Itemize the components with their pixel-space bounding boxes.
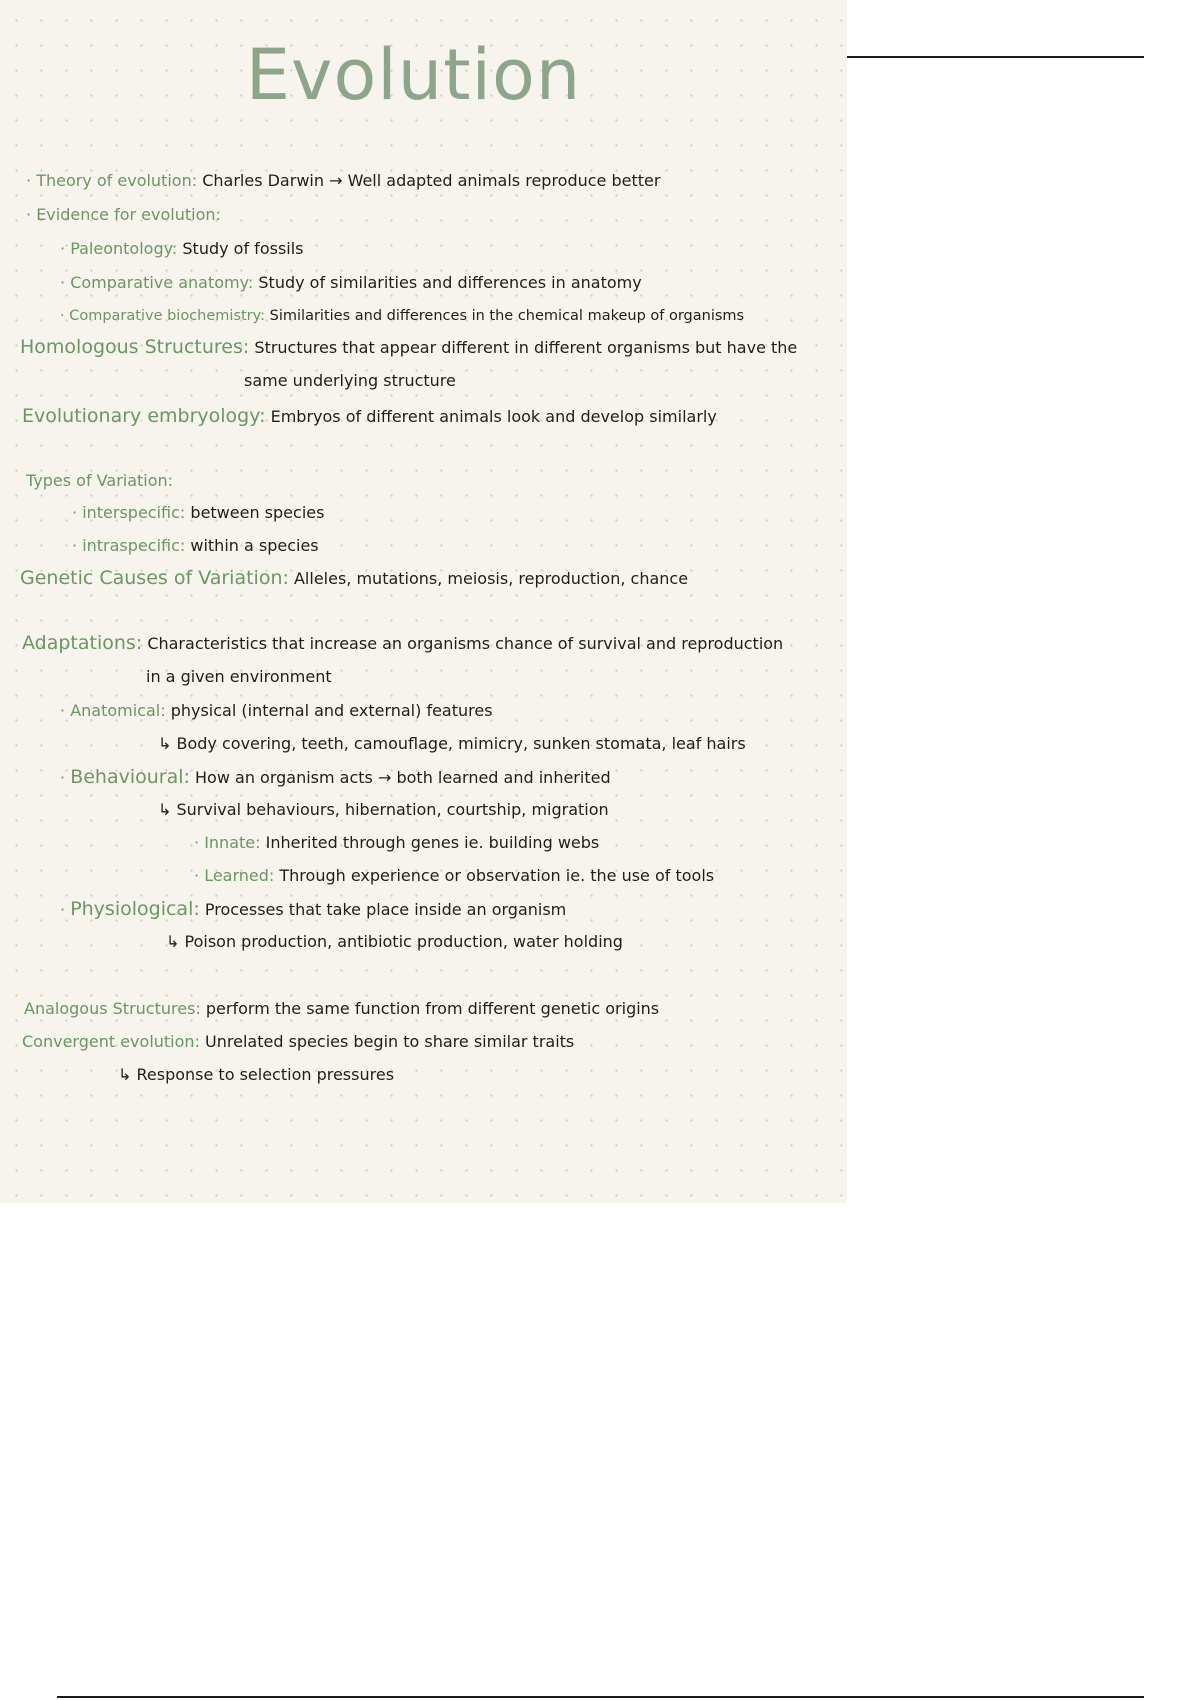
term-adaptations: Adaptations: bbox=[22, 632, 143, 654]
term-convergent-evolution: Convergent evolution: bbox=[22, 1032, 200, 1051]
term-behavioural: Behavioural: bbox=[70, 766, 190, 788]
line-evolutionary-embryology: Evolutionary embryology: Embryos of different animals look and develop similarly bbox=[22, 405, 717, 427]
line-anatomical-examples: ↳ Body covering, teeth, camouflage, mimicry, sunken stomata, leaf hairs bbox=[158, 734, 746, 753]
line-comparative-biochemistry: · Comparative biochemistry: Similarities and differences in the chemical makeup of organisms bbox=[60, 308, 745, 324]
line-convergent-evolution: Convergent evolution: Unrelated species begin to share similar traits bbox=[22, 1032, 575, 1051]
line-comparative-anatomy: · Comparative anatomy: Study of similarities and differences in anatomy bbox=[60, 273, 642, 292]
line-genetic-causes-of-variation: Genetic Causes of Variation: Alleles, mutations, meiosis, reproduction, chance bbox=[20, 567, 689, 589]
line-learned: · Learned: Through experience or observation ie. the use of tools bbox=[194, 866, 715, 885]
bottom-divider-line bbox=[57, 1696, 1144, 1698]
line-evidence-for-evolution: · Evidence for evolution: bbox=[26, 205, 221, 224]
arrow-return-icon: ↳ bbox=[118, 1065, 132, 1084]
term-genetic-causes-of-variation: Genetic Causes of Variation: bbox=[20, 567, 289, 589]
term-homologous-structures: Homologous Structures: bbox=[20, 336, 250, 358]
term-intraspecific: intraspecific: bbox=[82, 536, 186, 555]
term-analogous-structures: Analogous Structures: bbox=[24, 999, 201, 1018]
term-evolutionary-embryology: Evolutionary embryology: bbox=[22, 405, 266, 427]
line-analogous-structures: Analogous Structures: perform the same function from different genetic origins bbox=[24, 999, 660, 1018]
line-intraspecific: · intraspecific: within a species bbox=[72, 536, 319, 555]
line-homologous-structures-cont: same underlying structure bbox=[244, 371, 456, 390]
line-innate: · Innate: Inherited through genes ie. building webs bbox=[194, 833, 600, 852]
line-adaptations-cont: in a given environment bbox=[146, 667, 332, 686]
line-types-of-variation bbox=[26, 470, 173, 492]
term-physiological: Physiological: bbox=[70, 898, 200, 920]
term-evidence-for-evolution: Evidence for evolution: bbox=[36, 205, 221, 224]
term-interspecific: interspecific: bbox=[82, 503, 186, 522]
arrow-return-icon: ↳ bbox=[158, 800, 172, 819]
page-title: Evolution bbox=[245, 34, 582, 116]
line-homologous-structures: Homologous Structures: Structures that appear different in different organisms but have the bbox=[20, 336, 798, 358]
arrow-right-icon: → bbox=[329, 171, 343, 190]
term-anatomical: Anatomical: bbox=[70, 701, 166, 720]
term-innate: Innate: bbox=[204, 833, 261, 852]
top-divider-line bbox=[847, 56, 1144, 58]
term-learned: Learned: bbox=[204, 866, 275, 885]
arrow-right-icon: → bbox=[377, 768, 392, 787]
line-anatomical: · Anatomical: physical (internal and external) features bbox=[60, 701, 493, 720]
arrow-return-icon: ↳ bbox=[158, 734, 172, 753]
term-comparative-anatomy: Comparative anatomy: bbox=[70, 273, 254, 292]
line-physiological-examples: ↳ Poison production, antibiotic production, water holding bbox=[166, 932, 623, 951]
handwritten-note-page bbox=[0, 0, 847, 1203]
line-physiological: · Physiological: Processes that take place inside an organism bbox=[60, 898, 567, 920]
term-comparative-biochemistry: Comparative biochemistry: bbox=[69, 308, 266, 324]
line-interspecific: · interspecific: between species bbox=[72, 503, 325, 522]
term-paleontology: Paleontology: bbox=[70, 239, 178, 258]
arrow-return-icon: ↳ bbox=[166, 932, 180, 951]
line-theory-of-evolution: · Theory of evolution: Charles Darwin → Well adapted animals reproduce better bbox=[26, 171, 661, 190]
term-theory-of-evolution: Theory of evolution: bbox=[36, 171, 198, 190]
line-adaptations: Adaptations: Characteristics that increase an organisms chance of survival and reproduction bbox=[22, 632, 784, 654]
line-behavioural-examples: ↳ Survival behaviours, hibernation, courtship, migration bbox=[158, 800, 609, 819]
term-types-of-variation: Types of Variation: bbox=[26, 471, 174, 490]
line-paleontology: · Paleontology: Study of fossils bbox=[60, 239, 304, 258]
line-behavioural: · Behavioural: How an organism acts → both learned and inherited bbox=[60, 766, 611, 788]
line-convergent-evolution-example: ↳ Response to selection pressures bbox=[118, 1065, 395, 1084]
